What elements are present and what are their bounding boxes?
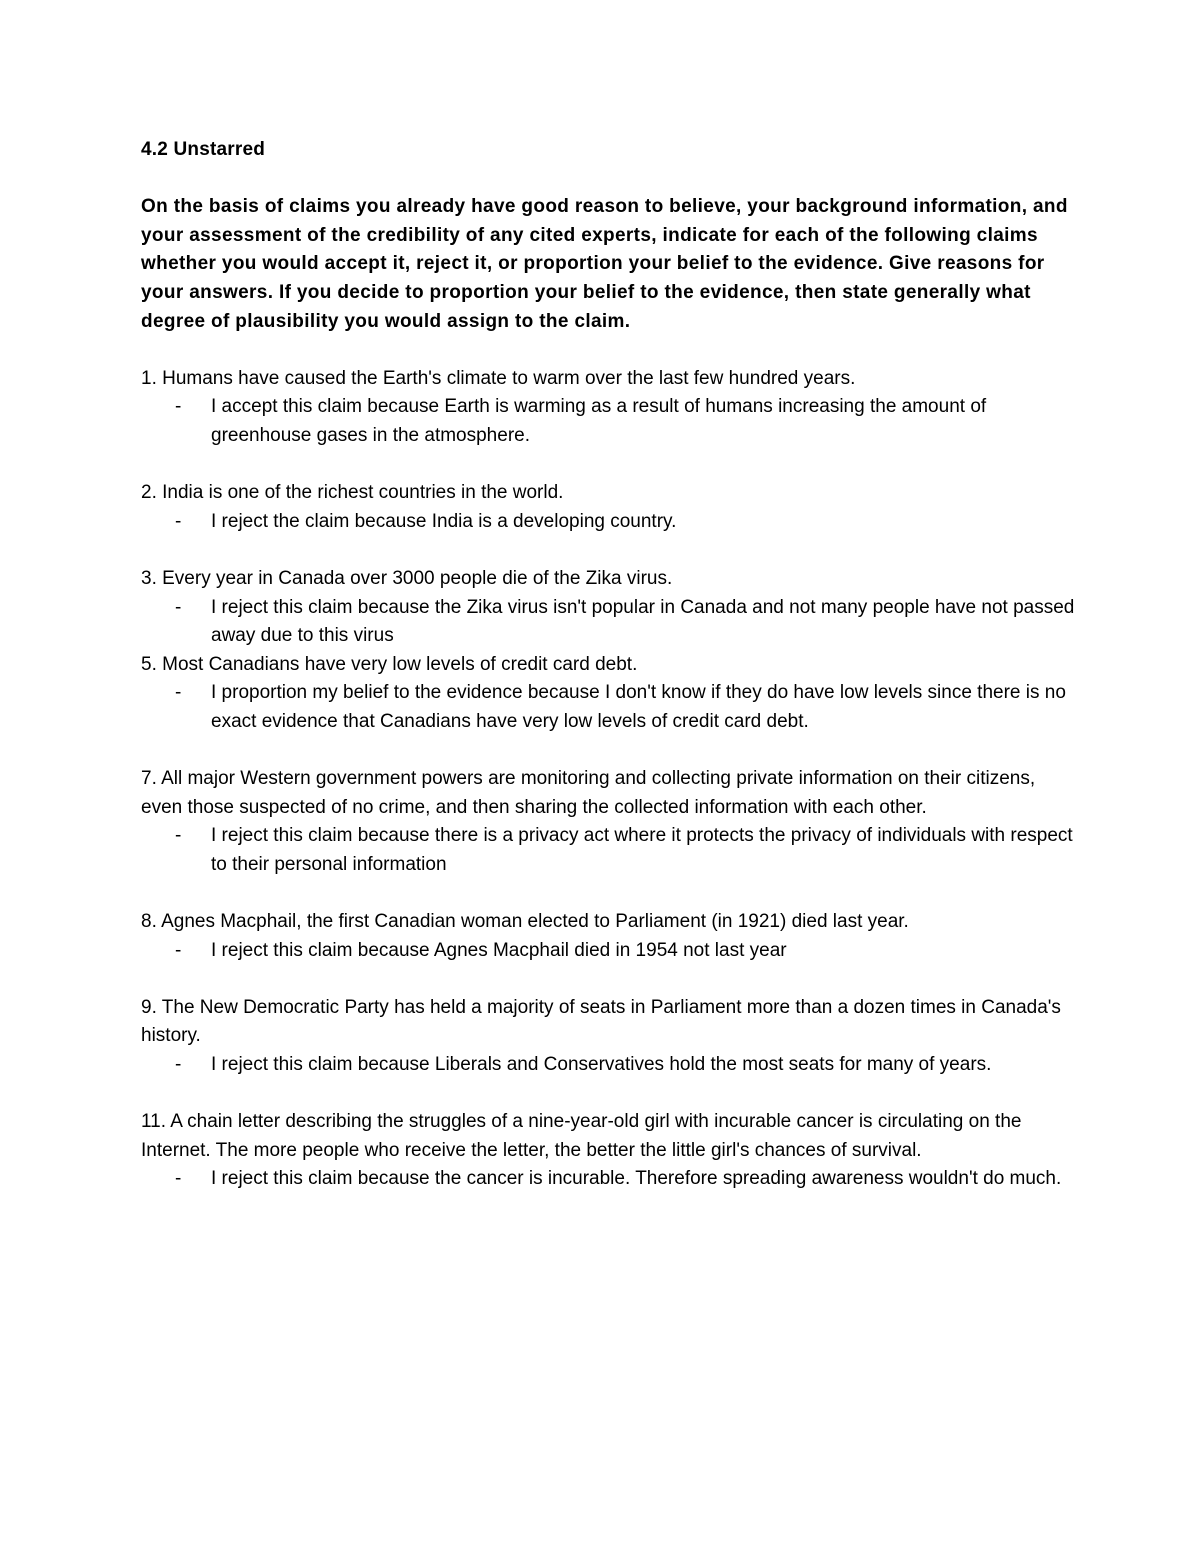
- answer-text: I proportion my belief to the evidence because I don't know if they do have low levels since there is no exact evidence that Canadians have very low levels of credit card debt.: [211, 682, 1066, 732]
- list-item: [141, 651, 1076, 737]
- list-item: [141, 908, 1076, 965]
- list-item: [141, 994, 1076, 1080]
- spacer: [141, 165, 1076, 194]
- list-item: [141, 565, 1076, 651]
- answer-text: I reject the claim because India is a developing country.: [211, 510, 677, 532]
- claim-answer: [141, 508, 1076, 537]
- answer-text: I reject this claim because the Zika virus isn't popular in Canada and not many people have not passed away due to this virus: [211, 596, 1075, 647]
- dash-bullet: -: [175, 1168, 182, 1190]
- list-item: [141, 1108, 1076, 1194]
- instructions-paragraph: On the basis of claims you already have good reason to believe, your background information, and your assessment of the credibility of any cited experts, indicate for each of the following claims whether you would accept it, reject it, or proportion your belief to the evidence. Give reasons for your answers. If you decide to proportion your belief to the evidence, then state generally what degree of plausibility you would assign to the claim.: [141, 196, 1068, 332]
- spacer: [141, 736, 1076, 765]
- claim-question: 1. Humans have caused the Earth's climate to warm over the last few hundred years.: [141, 367, 856, 389]
- spacer: [141, 336, 1076, 365]
- list-item: [141, 765, 1076, 879]
- claim-answer: [141, 1165, 1076, 1194]
- list-item: [141, 365, 1076, 451]
- claim-answer: [141, 393, 1076, 450]
- claim-answer: [141, 822, 1076, 879]
- dash-bullet: -: [175, 1054, 182, 1075]
- answer-text: I reject this claim because there is a privacy act where it protects the privacy of individuals with respect to their personal information: [211, 825, 1073, 875]
- claim-question: 8. Agnes Macphail, the first Canadian woman elected to Parliament (in 1921) died last year.: [141, 911, 909, 933]
- dash-bullet: -: [175, 682, 182, 704]
- spacer: [141, 1080, 1076, 1109]
- spacer: [141, 965, 1076, 994]
- answer-text: I accept this claim because Earth is warming as a result of humans increasing the amount of greenhouse gases in the atmosphere.: [211, 396, 987, 446]
- claim-question: 7. All major Western government powers are monitoring and collecting private information on their citizens, even those suspected of no crime, and then sharing the collected information with each other.: [141, 768, 1036, 818]
- document-page: [141, 136, 1076, 1194]
- section-heading: 4.2 Unstarred: [141, 139, 266, 160]
- answer-text: I reject this claim because the cancer is incurable. Therefore spreading awareness wouldn't do much.: [211, 1168, 1062, 1190]
- spacer: [141, 879, 1076, 908]
- claim-question: 9. The New Democratic Party has held a majority of seats in Parliament more than a dozen times in Canada's history.: [141, 996, 1061, 1047]
- answer-text: I reject this claim because Agnes Macphail died in 1954 not last year: [211, 939, 787, 961]
- claim-answer: [141, 1051, 1076, 1080]
- claim-question: 2. India is one of the richest countries in the world.: [141, 482, 564, 504]
- spacer: [141, 536, 1076, 565]
- claim-question: 5. Most Canadians have very low levels of credit card debt.: [141, 653, 638, 675]
- claim-answer: [141, 594, 1076, 651]
- dash-bullet: -: [175, 825, 182, 847]
- spacer: [141, 451, 1076, 480]
- claim-question: 3. Every year in Canada over 3000 people die of the Zika virus.: [141, 567, 673, 589]
- dash-bullet: -: [175, 510, 182, 532]
- dash-bullet: -: [175, 396, 182, 418]
- claim-question: 11. A chain letter describing the struggles of a nine-year-old girl with incurable cancer is circulating on the Internet. The more people who receive the letter, the better the little girl's chances of survival.: [141, 1111, 1022, 1161]
- answer-text: I reject this claim because Liberals and Conservatives hold the most seats for many of years.: [211, 1054, 992, 1075]
- list-item: [141, 479, 1076, 536]
- claim-answer: [141, 679, 1076, 736]
- dash-bullet: -: [175, 596, 182, 618]
- claim-answer: [141, 937, 1076, 966]
- dash-bullet: -: [175, 939, 182, 961]
